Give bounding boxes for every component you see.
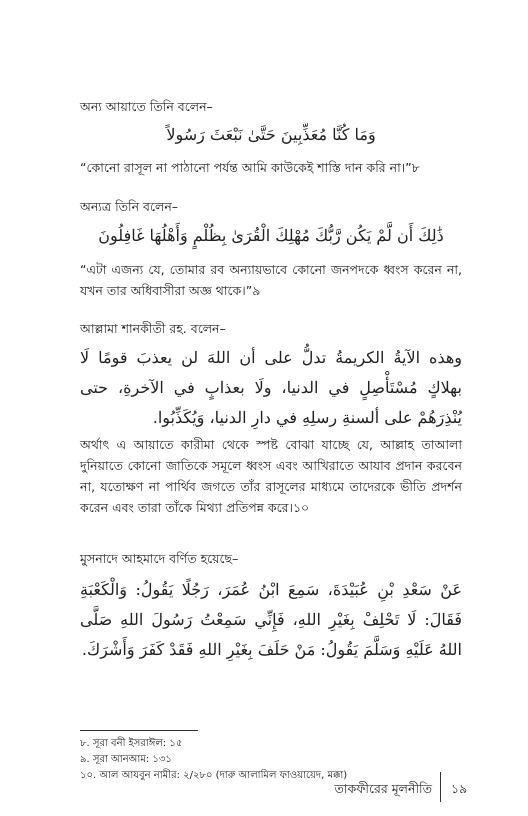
bengali-translation: অর্থাৎ এ আয়াতে কারীমা থেকে স্পষ্ট বোঝা যাচ্ছে যে, আল্লাহ তাআলা দুনিয়াতে কোনো জাতিকে সমূলে ধ্বংস এবং আখিরাতে আযাব প্রদান করবেন না, যতোক্ষণ না পার্থিব জগতে তাঁর রাসূলের মাধ্যমে তাদেরকে ভীতি প্রদর্শন করেন এবং তারা তাঁকে মিথ্যা প্রতিপন্ন করে।১০ bbox=[80, 437, 462, 515]
quote-translation-2: “এটা এজন্য যে, তোমার রব অন্যায়ভাবে কোনো জনপদকে ধ্বংস করেন না, যখন তার অধিবাসীরা অজ্ঞ থাকে।”৯ bbox=[80, 262, 462, 298]
ayah-2: ذَٰلِكَ أَن لَّمْ يَكُن رَّبُّكَ مُهْلِكَ الْقُرَىٰ بِظُلْمٍ وَأَهْلُهَا غَافِلُونَ bbox=[98, 226, 444, 245]
quote-translation-1: “কোনো রাসূল না পাঠানো পর্যন্ত আমি কাউকেই শাস্তি দান করি না।”৮ bbox=[80, 160, 420, 175]
footnote-10: ১০. আল আযবুন নামীর: ২/২৮০ (দারু আলামিল ফাওয়ায়েদ, মক্কা) bbox=[80, 770, 348, 781]
intro-text-3: আল্লামা শানকীতী রহ. বলেন– bbox=[80, 321, 226, 336]
ayah-1: وَمَا كُنَّا مُعَذِّبِينَ حَتَّىٰ نَبْعَثَ رَسُولاً bbox=[166, 125, 376, 144]
page-number: ১৯ bbox=[451, 781, 468, 796]
intro-text-4: মুসনাদে আহমাদে বর্ণিত হয়েছে– bbox=[80, 551, 239, 566]
footnote-9: ৯. সূরা আনআম: ১৩১ bbox=[80, 754, 172, 765]
intro-text-1: অন্য আয়াতে তিনি বলেন– bbox=[80, 99, 213, 114]
intro-text-2: অন্যত্র তিনি বলেন– bbox=[80, 199, 179, 214]
running-footer-title: তাকফীরের মূলনীতি bbox=[334, 781, 432, 796]
arabic-scholar-quote: وهذه الآيةُ الكريمةُ تدلُّ على أن اللهَ لن يعذبَ قومًا لَا بهلاكٍ مُسْتَأْصِلٍ في الدنيا، ولَا بعذابٍ في الآخرةِ، حتى يُنْذِرَهُمْ على ألسنةِ رسلِهِ في دارِ الدنيا، وَيُكَذِّبُوا. bbox=[80, 348, 462, 427]
footnote-rule bbox=[80, 730, 198, 731]
footnote-8: ৮. সূরা বনী ইসরাঈল: ১৫ bbox=[80, 738, 183, 749]
footer-separator bbox=[440, 772, 441, 802]
hadith-text: عَنْ سَعْدِ بْنِ عُبَيْدَةَ، سَمِعَ ابْنُ عُمَرَ، رَجُلًا يَقُولُ: وَالْكَعْبَةِ فَقَالَ: لَا تَحْلِفْ بِغَيْرِ اللهِ، فَإِنِّي سَمِعْتُ رَسُولَ اللهِ صَلَّى اللهُ عَلَيْهِ وَسَلَّمَ يَقُولُ: مَنْ حَلَفَ بِغَيْرِ اللهِ فَقَدْ كَفَرَ وَأَشْرَكَ. bbox=[80, 580, 462, 659]
